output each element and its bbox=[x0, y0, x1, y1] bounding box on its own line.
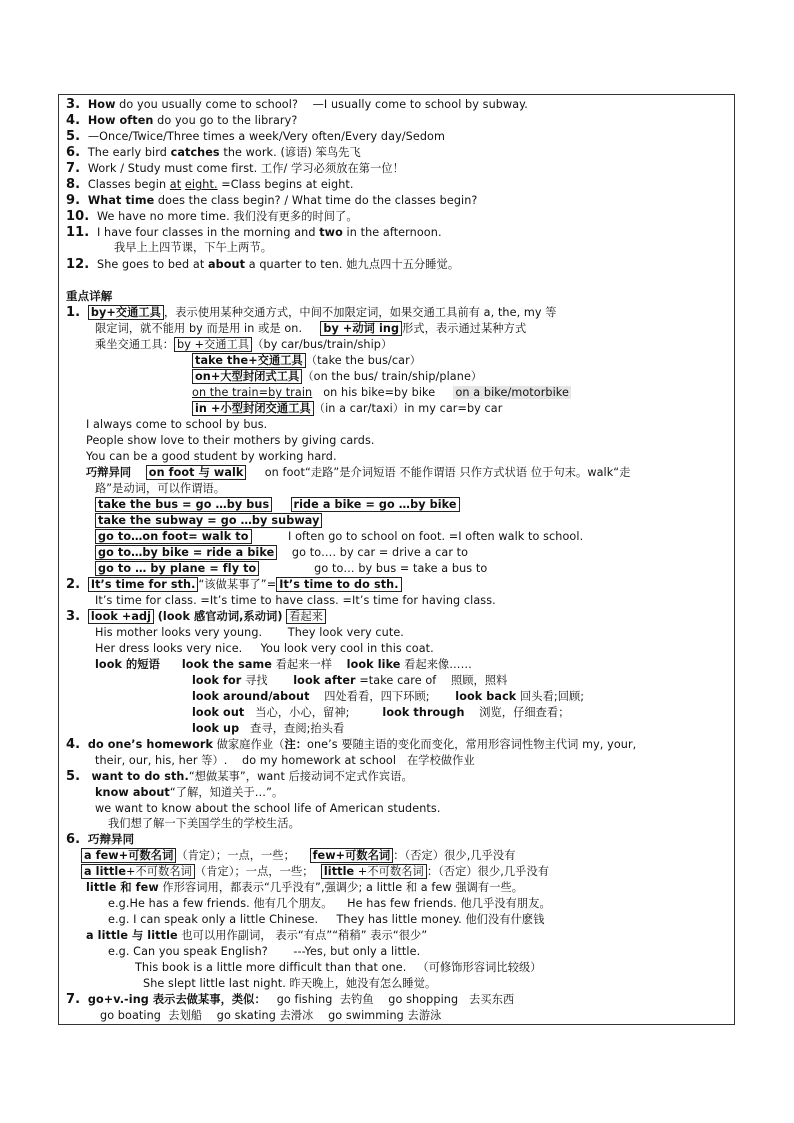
text-line: their, our, his, her 等）. do my homework at school 在学校做作业 bbox=[95, 754, 475, 767]
text-line: a few+可数名词 （肯定）；一点，一些； few+可数名词 ：（否定）很少,几乎没有 bbox=[81, 848, 516, 863]
text-line: look up 查寻，查阅;抬头看 bbox=[192, 722, 345, 735]
text-line: 8. Classes begin at eight. =Class begins at eight. bbox=[66, 177, 354, 192]
text-line: go to … by plane = fly to go to… by bus = take a bus to bbox=[95, 561, 487, 576]
text-line: go to…on foot= walk to I often go to school on foot. =I often walk to school. bbox=[95, 529, 583, 544]
text-line: I always come to school by bus. bbox=[86, 418, 268, 431]
text-line: 重点详解 bbox=[66, 289, 113, 303]
text-line: 6. 巧辩异同 bbox=[66, 832, 135, 847]
text-line: This book is a little more difficult than that one. （可修饰形容词比较级） bbox=[135, 961, 542, 974]
text-line: 4. do one’s homework 做家庭作业（注：one’s 要随主语的变化而变化，常用形容词性物主代词 my, your, bbox=[66, 737, 637, 752]
text-line: e.g.He has a few friends. 他有几个朋友。 He has few friends. 他几乎没有朋友。 bbox=[108, 897, 551, 910]
text-line: 1. by+交通工具 ，表示使用某种交通方式，中间不加限定词，如果交通工具前有 a, the, my 等 bbox=[66, 305, 557, 320]
text-line: It’s time for class. =It’s time to have class. =It’s time for having class. bbox=[95, 594, 496, 607]
text-line: 5. —Once/Twice/Three times a week/Very often/Every day/Sedom bbox=[66, 129, 445, 144]
text-line: 10. We have no more time. 我们没有更多的时间了。 bbox=[66, 209, 358, 224]
text-line: 7. Work / Study must come first. 工作/ 学习必须放在第一位！ bbox=[66, 161, 404, 176]
text-line: e.g. I can speak only a little Chinese. They has little money. 他们没有什麽钱 bbox=[108, 913, 545, 926]
text-line: 我早上上四节课，下午上两节。 bbox=[114, 241, 273, 254]
text-line: 11. I have four classes in the morning and two in the afternoon. bbox=[66, 225, 442, 240]
text-line: 12. She goes to bed at about a quarter to ten. 她九点四十五分睡觉。 bbox=[66, 257, 460, 272]
text-line: People show love to their mothers by giving cards. bbox=[86, 434, 375, 447]
text-line: 路”是动词，可以作谓语。 bbox=[95, 482, 226, 495]
text-line: 4. How often do you go to the library? bbox=[66, 113, 298, 128]
text-line: Her dress looks very nice. You look very cool in this coat. bbox=[95, 642, 434, 655]
text-line: look out 当心，小心，留神; look through 浏览，仔细查看； bbox=[192, 706, 570, 719]
text-line: 巧辩异同 on foot 与 walk on foot“走路”是介词短语 不能作谓语 只作方式状语 位于句末。walk“走 bbox=[86, 466, 631, 479]
text-line: 3. How do you usually come to school? —I usually come to school by subway. bbox=[66, 97, 528, 112]
text-line: e.g. Can you speak English? ---Yes, but only a little. bbox=[108, 945, 421, 958]
text-line: a little 与 little 也可以用作副词， 表示“有点”“稍稍” 表示“很少” bbox=[86, 929, 428, 942]
text-line: look for 寻找 look after =take care of 照顾，照料 bbox=[192, 674, 508, 687]
text-line: take the bus = go …by bus ride a bike = go …by bike bbox=[95, 497, 460, 512]
text-line: a little+不可数名词 （肯定）；一点，一些； little +不可数名词 ：（否定）很少,几乎没有 bbox=[81, 864, 549, 879]
text-line: 限定词，就不能用 by 而是用 in 或是 on. by +动词 ing 形式，表示通过某种方式 bbox=[95, 322, 527, 335]
text-line: 2. It’s time for sth. “该做某事了”= It’s time to do sth. bbox=[66, 577, 402, 592]
text-line: look around/about 四处看看，四下环顾; look back 回头看;回顾; bbox=[192, 690, 585, 703]
text-line: go to…by bike = ride a bike go to…. by car = drive a car to bbox=[95, 545, 468, 560]
text-line: 3. look +adj (look 感官动词,系动词) 看起来 bbox=[66, 609, 326, 624]
text-line: take the subway = go …by subway bbox=[95, 513, 322, 528]
text-line: on+大型封闭式工具 （on the bus/ train/ship/plane） bbox=[192, 369, 482, 384]
text-line: 9. What time does the class begin? / What time do the classes begin? bbox=[66, 193, 478, 208]
text-line: look 的短语 look the same 看起来一样 look like 看起来像…… bbox=[95, 658, 472, 671]
text-line: go boating 去划船 go skating 去滑冰 go swimming 去游泳 bbox=[100, 1009, 442, 1022]
text-line: She slept little last night. 昨天晚上，她没有怎么睡觉。 bbox=[143, 977, 437, 990]
text-line: in +小型封闭交通工具 （in a car/taxi）in my car=by car bbox=[192, 401, 502, 416]
text-line: we want to know about the school life of American students. bbox=[95, 802, 441, 815]
text-line: You can be a good student by working hard. bbox=[86, 450, 337, 463]
document-table-cell bbox=[58, 94, 735, 1025]
text-line: 乘坐交通工具： by +交通工具 （by car/bus/train/ship） bbox=[95, 338, 393, 351]
text-line: little 和 few 作形容词用，都表示“几乎没有”,强调少; a little 和 a few 强调有一些。 bbox=[86, 881, 524, 894]
text-line: on the train=by train on his bike=by bike on a bike/motorbike bbox=[192, 386, 569, 399]
text-line: 我们想了解一下美国学生的学校生活。 bbox=[108, 817, 300, 830]
text-line: 6. The early bird catches the work. (谚语) 笨鸟先飞 bbox=[66, 145, 361, 160]
text-line: 5. want to do sth.“想做某事”，want 后接动词不定式作宾语。 bbox=[66, 769, 413, 784]
text-line: 7. go+v.-ing 表示去做某事，类似： go fishing 去钓鱼 go shopping 去买东西 bbox=[66, 992, 515, 1007]
text-line: know about“了解，知道关于…”。 bbox=[95, 786, 284, 799]
text-line: His mother looks very young. They look very cute. bbox=[95, 626, 404, 639]
text-line: take the+交通工具 （take the bus/car） bbox=[192, 353, 421, 368]
